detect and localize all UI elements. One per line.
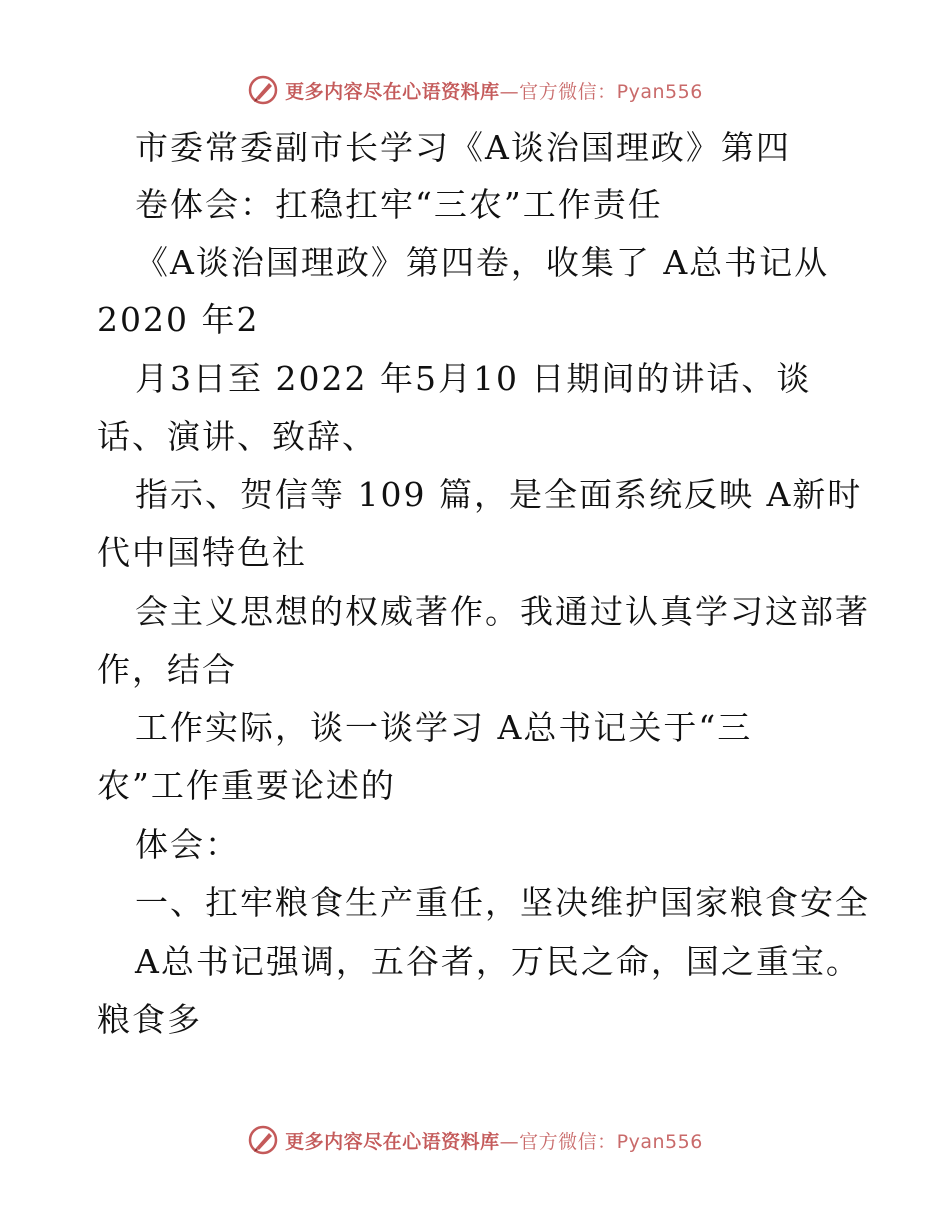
watermark-contact-text: 官方微信：Pyan556 xyxy=(519,1130,703,1153)
paragraph-line: 农”工作重要论述的 xyxy=(97,766,396,805)
section-heading: 一、扛牢粮食生产重任，坚决维护国家粮食安全 xyxy=(135,883,870,922)
watermark-main-text: 更多内容尽在心语资料库 xyxy=(285,1130,500,1153)
paragraph-line: 体会： xyxy=(135,825,240,864)
document-title-line-1: 市委常委副市长学习《A谈治国理政》第四 xyxy=(135,128,791,167)
watermark-separator: — xyxy=(499,1130,520,1153)
watermark-contact-text: 官方微信：Pyan556 xyxy=(519,80,703,103)
paragraph-line: 话、演讲、致辞、 xyxy=(97,417,377,456)
paragraph-line: 指示、贺信等 109 篇，是全面系统反映 A新时 xyxy=(135,475,863,514)
paragraph-line: 代中国特色社 xyxy=(97,533,307,572)
watermark-footer xyxy=(0,1120,950,1160)
paragraph-line: 《A谈治国理政》第四卷，收集了 A总书记从 xyxy=(135,243,830,282)
paragraph-line: 工作实际，谈一谈学习 A总书记关于“三 xyxy=(135,708,753,747)
paragraph-line: 月3日至 2022 年5月10 日期间的讲话、谈 xyxy=(135,359,812,398)
document-title-line-2: 卷体会：扛稳扛牢“三农”工作责任 xyxy=(135,185,663,224)
quill-logo-icon xyxy=(247,1124,279,1156)
paragraph-line: 作，结合 xyxy=(97,650,237,689)
paragraph-line: 会主义思想的权威著作。我通过认真学习这部著 xyxy=(135,592,870,631)
paragraph-line: A总书记强调，五谷者，万民之命，国之重宝。 xyxy=(135,942,861,981)
paragraph-line: 2020 年2 xyxy=(97,300,260,339)
watermark-header xyxy=(0,70,950,110)
watermark-main-text: 更多内容尽在心语资料库 xyxy=(285,80,500,103)
quill-logo-icon xyxy=(247,74,279,106)
watermark-separator: — xyxy=(499,80,520,103)
paragraph-line: 粮食多 xyxy=(97,1000,202,1039)
